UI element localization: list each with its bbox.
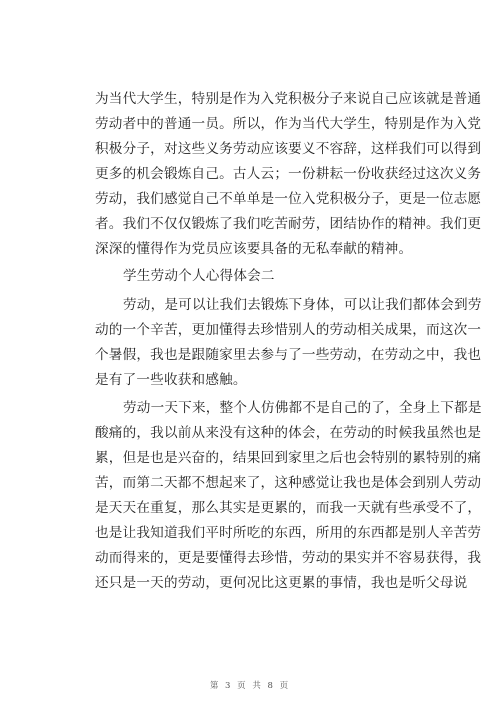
text-line: 劳动者中的普通一员。所以，作为当代大学生，特别是作为入党 — [95, 116, 482, 132]
text-line: 还只是一天的劳动，更何况比这更累的事情，我也是听父母说 — [95, 575, 468, 591]
text-line: 累，但是也是兴奋的，结果回到家里之后也会特别的累特别的痛 — [95, 450, 482, 466]
text-line: 深深的懂得作为党员应该要具备的无私奉献的精神。 — [95, 241, 413, 257]
text-line: 劳动一天下来，整个人仿佛都不是自己的了，全身上下都是 — [123, 400, 482, 416]
text-line: 个暑假，我也是跟随家里去参与了一些劳动，在劳动之中，我也 — [95, 347, 482, 363]
text-line: 是天天在重复，那么其实是更累的，而我一天就有些承受不了， — [95, 500, 482, 516]
text-line: 是有了一些收获和感触。 — [95, 372, 247, 388]
text-line: 为当代大学生，特别是作为入党积极分子来说自己应该就是普通 — [95, 91, 482, 107]
text-line: 也是让我知道我们平时所吃的东西，所用的东西都是别人辛苦劳 — [95, 525, 482, 541]
section-heading: 学生劳动个人心得体会二 — [123, 268, 275, 284]
text-line: 者。我们不仅仅锻炼了我们吃苦耐劳，团结协作的精神。我们更 — [95, 216, 482, 232]
text-line: 积极分子，对这些义务劳动应该要义不容辞，这样我们可以得到 — [95, 141, 482, 157]
text-line: 苦，而第二天都不想起来了，这种感觉让我也是体会到别人劳动 — [95, 475, 482, 491]
text-line: 动的一个辛苦，更加懂得去珍惜别人的劳动相关成果，而这次一 — [95, 322, 482, 338]
text-line: 更多的机会锻炼自己。古人云；一份耕耘一份收获经过这次义务 — [95, 166, 482, 182]
text-line: 劳动，是可以让我们去锻炼下身体，可以让我们都体会到劳 — [123, 297, 482, 313]
text-line: 动而得来的，更是要懂得去珍惜，劳动的果实并不容易获得，我 — [95, 550, 482, 566]
text-line: 酸痛的，我以前从来没有这种的体会，在劳动的时候我虽然也是 — [95, 425, 482, 441]
text-line: 劳动，我们感觉自己不单单是一位入党积极分子，更是一位志愿 — [95, 191, 482, 207]
page-number-footer: 第 3 页 共 8 页 — [209, 681, 291, 691]
